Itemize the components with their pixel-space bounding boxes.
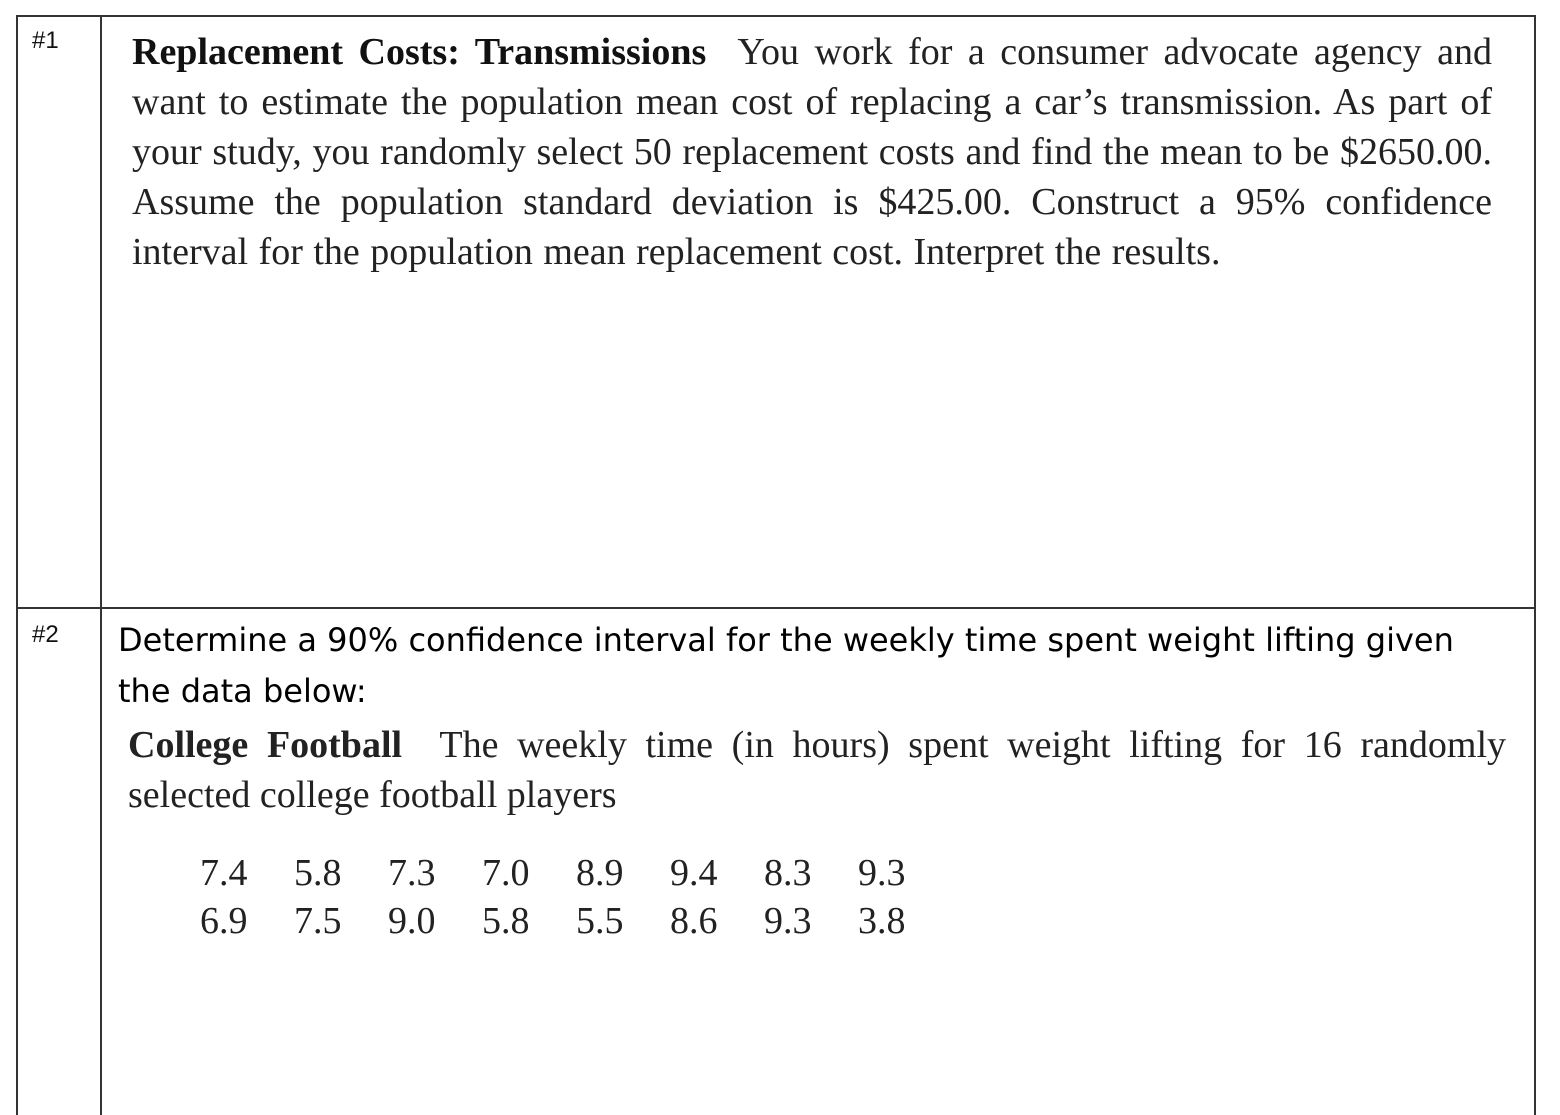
column-divider	[100, 17, 102, 1115]
data-cell: 6.9	[200, 900, 248, 942]
problem-1-title: Replacement Costs: Transmissions	[132, 31, 707, 73]
data-row	[200, 849, 952, 897]
data-table	[200, 849, 952, 945]
problem-1-text	[132, 27, 1492, 277]
data-row	[200, 897, 952, 945]
problem-2-intro: Determine a 90% confidence interval for the weekly time spent weight lifting given the data below:	[118, 621, 1454, 710]
data-cell: 3.8	[858, 900, 906, 942]
data-cell: 9.0	[388, 900, 436, 942]
problem-2-text	[128, 720, 1506, 820]
data-cell: 9.3	[764, 900, 812, 942]
problem-2-title: College Football	[128, 724, 403, 766]
data-cell: 7.0	[482, 852, 530, 894]
data-cell: 7.5	[294, 900, 342, 942]
data-cell: 9.3	[858, 852, 906, 894]
data-cell: 9.4	[670, 852, 718, 894]
problem-2-body: The weekly time (in hours) spent weight lifting for 16 randomly selected college football players	[128, 724, 1507, 816]
data-cell: 8.6	[670, 900, 718, 942]
problem-1-body: You work for a consumer advocate agency and want to estimate the population mean cost of replacing a car’s transmission. As part of your study, you randomly select 50 replacement costs and find the mean to be $2650.00. Assume the population standard deviation is $425.00. Construct a 95% confidence interval for the population mean replacement cost. Interpret the results.	[132, 31, 1493, 273]
problem-1-number: #1	[32, 27, 59, 54]
data-cell: 7.4	[200, 852, 248, 894]
data-cell: 5.8	[482, 900, 530, 942]
problem-2-number: #2	[32, 621, 59, 648]
data-cell: 5.5	[576, 900, 624, 942]
data-cell: 8.9	[576, 852, 624, 894]
data-cell: 8.3	[764, 852, 812, 894]
data-cell: 7.3	[388, 852, 436, 894]
data-cell: 5.8	[294, 852, 342, 894]
row-divider	[18, 607, 1534, 609]
problem-table	[16, 15, 1536, 1115]
